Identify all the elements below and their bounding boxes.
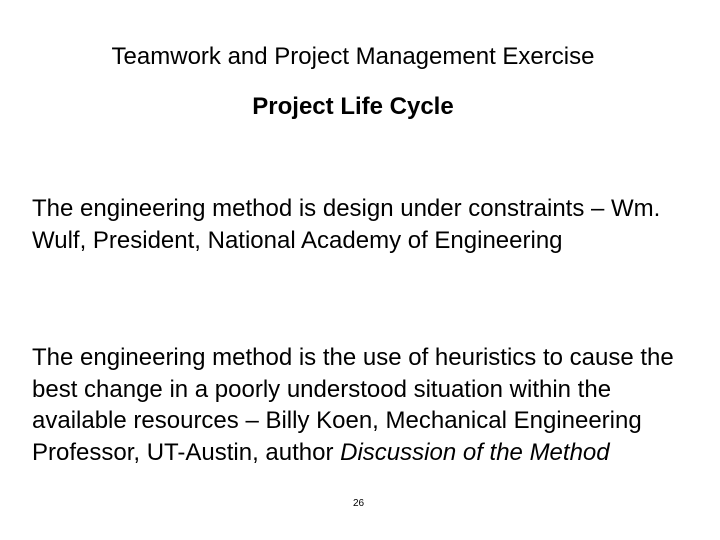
quote-koen (32, 342, 692, 468)
book-title: Discussion of the Method (340, 438, 610, 466)
slide-subtitle: Project Life Cycle (252, 93, 454, 120)
quote-wulf: The engineering method is design under constraints – Wm. Wulf, President, National Academy of Engineering (32, 195, 661, 254)
slide-title: Teamwork and Project Management Exercise (111, 43, 595, 70)
quote-koen-text: The engineering method is the use of heuristics to cause the best change in a poorly understood situation within the available resources – Billy Koen, Mechanical Engineering Professor, UT-Austin, author (32, 344, 674, 466)
page-number: 26 (353, 498, 365, 509)
